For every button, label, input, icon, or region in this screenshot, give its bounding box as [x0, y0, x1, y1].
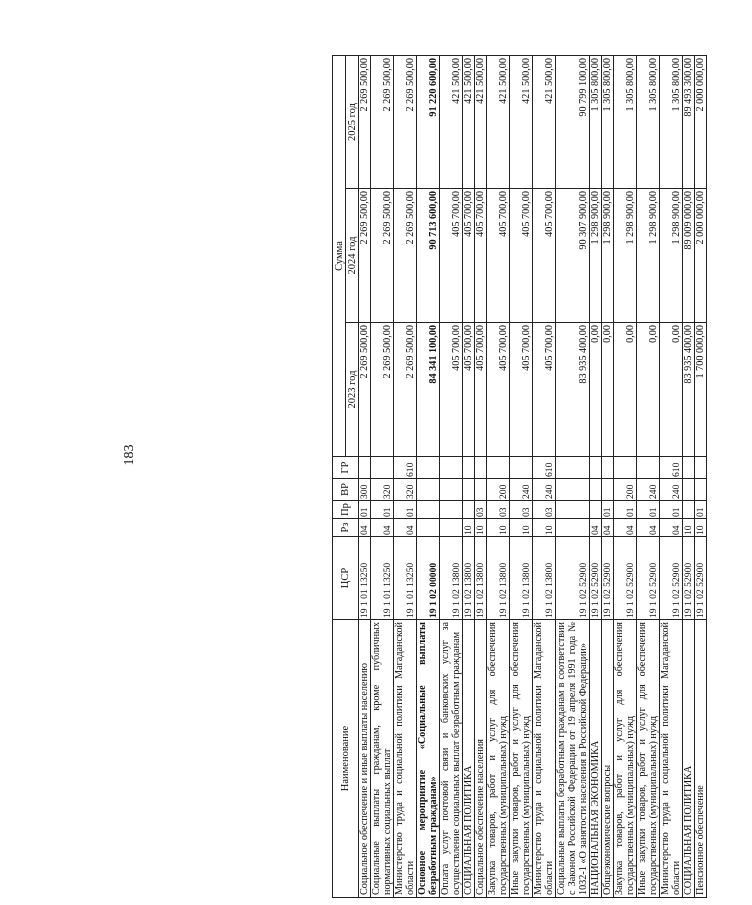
row-vr-cell	[602, 479, 614, 501]
row-gr-cell	[590, 457, 602, 479]
row-vr-cell: 240	[533, 479, 556, 501]
row-rz-cell: 04	[637, 519, 660, 537]
row-pr-cell: 01	[637, 501, 660, 519]
table-row	[683, 56, 695, 898]
row-csr-cell: 19 1 01 13250	[371, 537, 394, 620]
row-sum-2024-cell: 405 700,00	[440, 189, 463, 323]
table-row	[359, 56, 371, 898]
table-row	[660, 56, 683, 898]
row-name-cell: Министерство труда и социальной политики Магаданской области	[660, 620, 683, 898]
row-vr-cell: 300	[359, 479, 371, 501]
row-sum-2023-cell: 2 269 500,00	[394, 323, 417, 457]
row-gr-cell	[602, 457, 614, 479]
table-body	[359, 56, 707, 898]
row-csr-cell: 19 1 02 52900	[614, 537, 637, 620]
row-rz-cell	[556, 519, 590, 537]
row-pr-cell: 03	[475, 501, 487, 519]
row-csr-cell: 19 1 02 52900	[683, 537, 695, 620]
row-rz-cell: 04	[590, 519, 602, 537]
row-vr-cell	[695, 479, 707, 501]
row-sum-2023-cell: 1 700 000,00	[695, 323, 707, 457]
header-year-2023: 2023 год	[346, 323, 359, 457]
table-row	[440, 56, 463, 898]
row-sum-2024-cell: 1 298 900,00	[614, 189, 637, 323]
row-vr-cell: 240	[637, 479, 660, 501]
row-sum-2024-cell: 405 700,00	[533, 189, 556, 323]
row-rz-cell: 10	[510, 519, 533, 537]
table-row	[614, 56, 637, 898]
row-gr-cell	[695, 457, 707, 479]
row-sum-2023-cell: 405 700,00	[463, 323, 475, 457]
table-row	[475, 56, 487, 898]
row-pr-cell: 03	[487, 501, 510, 519]
header-vr: ВР	[333, 479, 359, 501]
row-vr-cell: 240	[510, 479, 533, 501]
row-csr-cell: 19 1 02 13800	[440, 537, 463, 620]
row-rz-cell: 10	[487, 519, 510, 537]
row-vr-cell: 240	[660, 479, 683, 501]
row-pr-cell: 01	[695, 501, 707, 519]
row-sum-2023-cell: 2 269 500,00	[371, 323, 394, 457]
row-sum-2023-cell: 0,00	[614, 323, 637, 457]
row-rz-cell	[417, 519, 440, 537]
row-vr-cell: 320	[394, 479, 417, 501]
row-sum-2023-cell: 84 341 100,00	[417, 323, 440, 457]
row-rz-cell: 04	[371, 519, 394, 537]
row-sum-2025-cell: 89 493 300,00	[683, 56, 695, 189]
row-rz-cell	[440, 519, 463, 537]
row-sum-2025-cell: 421 500,00	[440, 56, 463, 189]
row-sum-2023-cell: 0,00	[590, 323, 602, 457]
row-csr-cell: 19 1 02 13800	[463, 537, 475, 620]
row-sum-2025-cell: 1 305 800,00	[590, 56, 602, 189]
row-sum-2025-cell: 91 220 600,00	[417, 56, 440, 189]
row-csr-cell: 19 1 02 13800	[475, 537, 487, 620]
row-name-cell: Иные закупки товаров, работ и услуг для обеспечения государственных (муниципальных) нужд	[637, 620, 660, 898]
row-sum-2025-cell: 2 000 000,00	[695, 56, 707, 189]
row-gr-cell	[475, 457, 487, 479]
row-sum-2025-cell: 1 305 800,00	[614, 56, 637, 189]
table-row	[371, 56, 394, 898]
row-sum-2025-cell: 2 269 500,00	[394, 56, 417, 189]
row-sum-2023-cell: 0,00	[602, 323, 614, 457]
row-sum-2024-cell: 405 700,00	[463, 189, 475, 323]
row-sum-2024-cell: 2 269 500,00	[371, 189, 394, 323]
row-rz-cell: 04	[359, 519, 371, 537]
row-sum-2025-cell: 421 500,00	[463, 56, 475, 189]
row-name-cell: Общеэкономические вопросы	[602, 620, 614, 898]
table-row	[637, 56, 660, 898]
table-row	[533, 56, 556, 898]
row-rz-cell: 10	[683, 519, 695, 537]
row-gr-cell	[637, 457, 660, 479]
row-pr-cell: 01	[371, 501, 394, 519]
row-csr-cell: 19 1 02 00000	[417, 537, 440, 620]
row-vr-cell	[683, 479, 695, 501]
row-pr-cell	[417, 501, 440, 519]
header-csr: ЦСР	[333, 537, 359, 620]
row-name-cell: Закупка товаров, работ и услуг для обеспечения государственных (муниципальных) нужд	[614, 620, 637, 898]
row-sum-2023-cell: 405 700,00	[475, 323, 487, 457]
row-name-cell: Оплата услуг почтовой связи и банковских услуг за осуществление социальных выплат безработным гражданам	[440, 620, 463, 898]
row-pr-cell: 01	[394, 501, 417, 519]
row-gr-cell	[371, 457, 394, 479]
row-name-cell: Иные закупки товаров, работ и услуг для обеспечения государственных (муниципальных) нужд	[510, 620, 533, 898]
row-name-cell: Министерство труда и социальной политики Магаданской области	[394, 620, 417, 898]
row-rz-cell: 10	[695, 519, 707, 537]
row-gr-cell	[510, 457, 533, 479]
row-vr-cell	[590, 479, 602, 501]
row-rz-cell: 10	[475, 519, 487, 537]
row-sum-2023-cell: 83 935 400,00	[683, 323, 695, 457]
row-sum-2024-cell: 2 000 000,00	[695, 189, 707, 323]
row-sum-2023-cell: 405 700,00	[440, 323, 463, 457]
row-pr-cell	[440, 501, 463, 519]
row-csr-cell: 19 1 02 13800	[533, 537, 556, 620]
row-sum-2025-cell: 2 269 500,00	[359, 56, 371, 189]
row-sum-2024-cell: 1 298 900,00	[602, 189, 614, 323]
page-number: 183	[122, 444, 137, 466]
row-rz-cell: 04	[660, 519, 683, 537]
row-name-cell: СОЦИАЛЬНАЯ ПОЛИТИКА	[683, 620, 695, 898]
row-sum-2024-cell: 1 298 900,00	[660, 189, 683, 323]
row-sum-2024-cell: 1 298 900,00	[590, 189, 602, 323]
header-gr: ГР	[333, 457, 359, 479]
row-name-cell: Министерство труда и социальной политики Магаданской области	[533, 620, 556, 898]
row-sum-2024-cell: 405 700,00	[487, 189, 510, 323]
row-pr-cell	[463, 501, 475, 519]
row-sum-2024-cell: 89 009 000,00	[683, 189, 695, 323]
row-gr-cell	[683, 457, 695, 479]
row-pr-cell: 01	[359, 501, 371, 519]
row-sum-2024-cell: 405 700,00	[510, 189, 533, 323]
header-name: Наименование	[333, 620, 359, 898]
header-pr: Пр	[333, 501, 359, 519]
row-sum-2023-cell: 0,00	[637, 323, 660, 457]
row-pr-cell	[683, 501, 695, 519]
row-name-cell: НАЦИОНАЛЬНАЯ ЭКОНОМИКА	[590, 620, 602, 898]
row-csr-cell: 19 1 01 13250	[359, 537, 371, 620]
row-pr-cell	[556, 501, 590, 519]
row-vr-cell	[463, 479, 475, 501]
budget-table	[332, 55, 707, 898]
row-csr-cell: 19 1 02 52900	[637, 537, 660, 620]
row-pr-cell: 01	[660, 501, 683, 519]
row-pr-cell: 03	[510, 501, 533, 519]
row-sum-2025-cell: 421 500,00	[510, 56, 533, 189]
table-row	[510, 56, 533, 898]
row-gr-cell: 610	[394, 457, 417, 479]
row-vr-cell	[556, 479, 590, 501]
row-sum-2023-cell: 83 935 400,00	[556, 323, 590, 457]
row-name-cell: Социальное обеспечение и иные выплаты населению	[359, 620, 371, 898]
row-vr-cell: 200	[614, 479, 637, 501]
row-rz-cell: 10	[463, 519, 475, 537]
row-sum-2024-cell: 90 713 600,00	[417, 189, 440, 323]
row-rz-cell: 04	[602, 519, 614, 537]
row-vr-cell	[440, 479, 463, 501]
row-vr-cell	[417, 479, 440, 501]
row-sum-2024-cell: 2 269 500,00	[359, 189, 371, 323]
header-rz: Рз	[333, 519, 359, 537]
row-csr-cell: 19 1 02 52900	[590, 537, 602, 620]
header-year-2025: 2025 год	[346, 56, 359, 189]
row-sum-2025-cell: 1 305 800,00	[660, 56, 683, 189]
row-rz-cell: 04	[394, 519, 417, 537]
row-gr-cell	[556, 457, 590, 479]
row-csr-cell: 19 1 02 13800	[487, 537, 510, 620]
row-sum-2025-cell: 1 305 800,00	[637, 56, 660, 189]
row-csr-cell: 19 1 01 13250	[394, 537, 417, 620]
row-sum-2025-cell: 421 500,00	[487, 56, 510, 189]
table-row	[556, 56, 590, 898]
row-sum-2025-cell: 421 500,00	[475, 56, 487, 189]
row-csr-cell: 19 1 02 52900	[602, 537, 614, 620]
row-sum-2023-cell: 0,00	[660, 323, 683, 457]
row-rz-cell: 04	[614, 519, 637, 537]
row-vr-cell	[475, 479, 487, 501]
row-sum-2025-cell: 421 500,00	[533, 56, 556, 189]
row-sum-2024-cell: 1 298 900,00	[637, 189, 660, 323]
row-sum-2025-cell: 1 305 800,00	[602, 56, 614, 189]
row-sum-2024-cell: 90 307 900,00	[556, 189, 590, 323]
row-gr-cell	[359, 457, 371, 479]
row-name-cell: Социальное обеспечение населения	[475, 620, 487, 898]
table-row	[394, 56, 417, 898]
row-gr-cell	[417, 457, 440, 479]
row-rz-cell: 10	[533, 519, 556, 537]
table-row	[695, 56, 707, 898]
row-sum-2023-cell: 405 700,00	[510, 323, 533, 457]
row-csr-cell: 19 1 02 52900	[695, 537, 707, 620]
row-vr-cell: 200	[487, 479, 510, 501]
row-gr-cell	[440, 457, 463, 479]
row-csr-cell: 19 1 02 52900	[660, 537, 683, 620]
row-sum-2025-cell: 2 269 500,00	[371, 56, 394, 189]
row-name-cell: Социальные выплаты безработным гражданам в соответствии с Законом Российской Федерации от 19 апреля 1991 года № 1032-1 «О занятости населения в Российской Федерации»	[556, 620, 590, 898]
row-name-cell: Основное мероприятие «Социальные выплаты безработным гражданам»	[417, 620, 440, 898]
row-csr-cell: 19 1 02 52900	[556, 537, 590, 620]
header-sum: Сумма	[333, 56, 346, 457]
row-csr-cell: 19 1 02 13800	[510, 537, 533, 620]
budget-table-container	[332, 56, 752, 898]
row-sum-2025-cell: 90 799 100,00	[556, 56, 590, 189]
table-header-row	[333, 56, 346, 898]
table-row	[590, 56, 602, 898]
header-year-2024: 2024 год	[346, 189, 359, 323]
table-row	[602, 56, 614, 898]
row-name-cell: Закупка товаров, работ и услуг для обеспечения государственных (муниципальных) нужд	[487, 620, 510, 898]
row-name-cell: СОЦИАЛЬНАЯ ПОЛИТИКА	[463, 620, 475, 898]
row-gr-cell	[463, 457, 475, 479]
row-gr-cell	[614, 457, 637, 479]
table-row	[487, 56, 510, 898]
row-name-cell: Пенсионное обеспечение	[695, 620, 707, 898]
row-gr-cell	[487, 457, 510, 479]
row-sum-2023-cell: 405 700,00	[533, 323, 556, 457]
row-pr-cell: 01	[614, 501, 637, 519]
row-pr-cell: 01	[602, 501, 614, 519]
table-row	[417, 56, 440, 898]
table-row	[463, 56, 475, 898]
row-sum-2024-cell: 405 700,00	[475, 189, 487, 323]
row-pr-cell	[590, 501, 602, 519]
row-sum-2023-cell: 405 700,00	[487, 323, 510, 457]
row-pr-cell: 03	[533, 501, 556, 519]
row-vr-cell: 320	[371, 479, 394, 501]
row-name-cell: Социальные выплаты гражданам, кроме публичных нормативных социальных выплат	[371, 620, 394, 898]
row-gr-cell: 610	[533, 457, 556, 479]
row-gr-cell: 610	[660, 457, 683, 479]
row-sum-2023-cell: 2 269 500,00	[359, 323, 371, 457]
row-sum-2024-cell: 2 269 500,00	[394, 189, 417, 323]
